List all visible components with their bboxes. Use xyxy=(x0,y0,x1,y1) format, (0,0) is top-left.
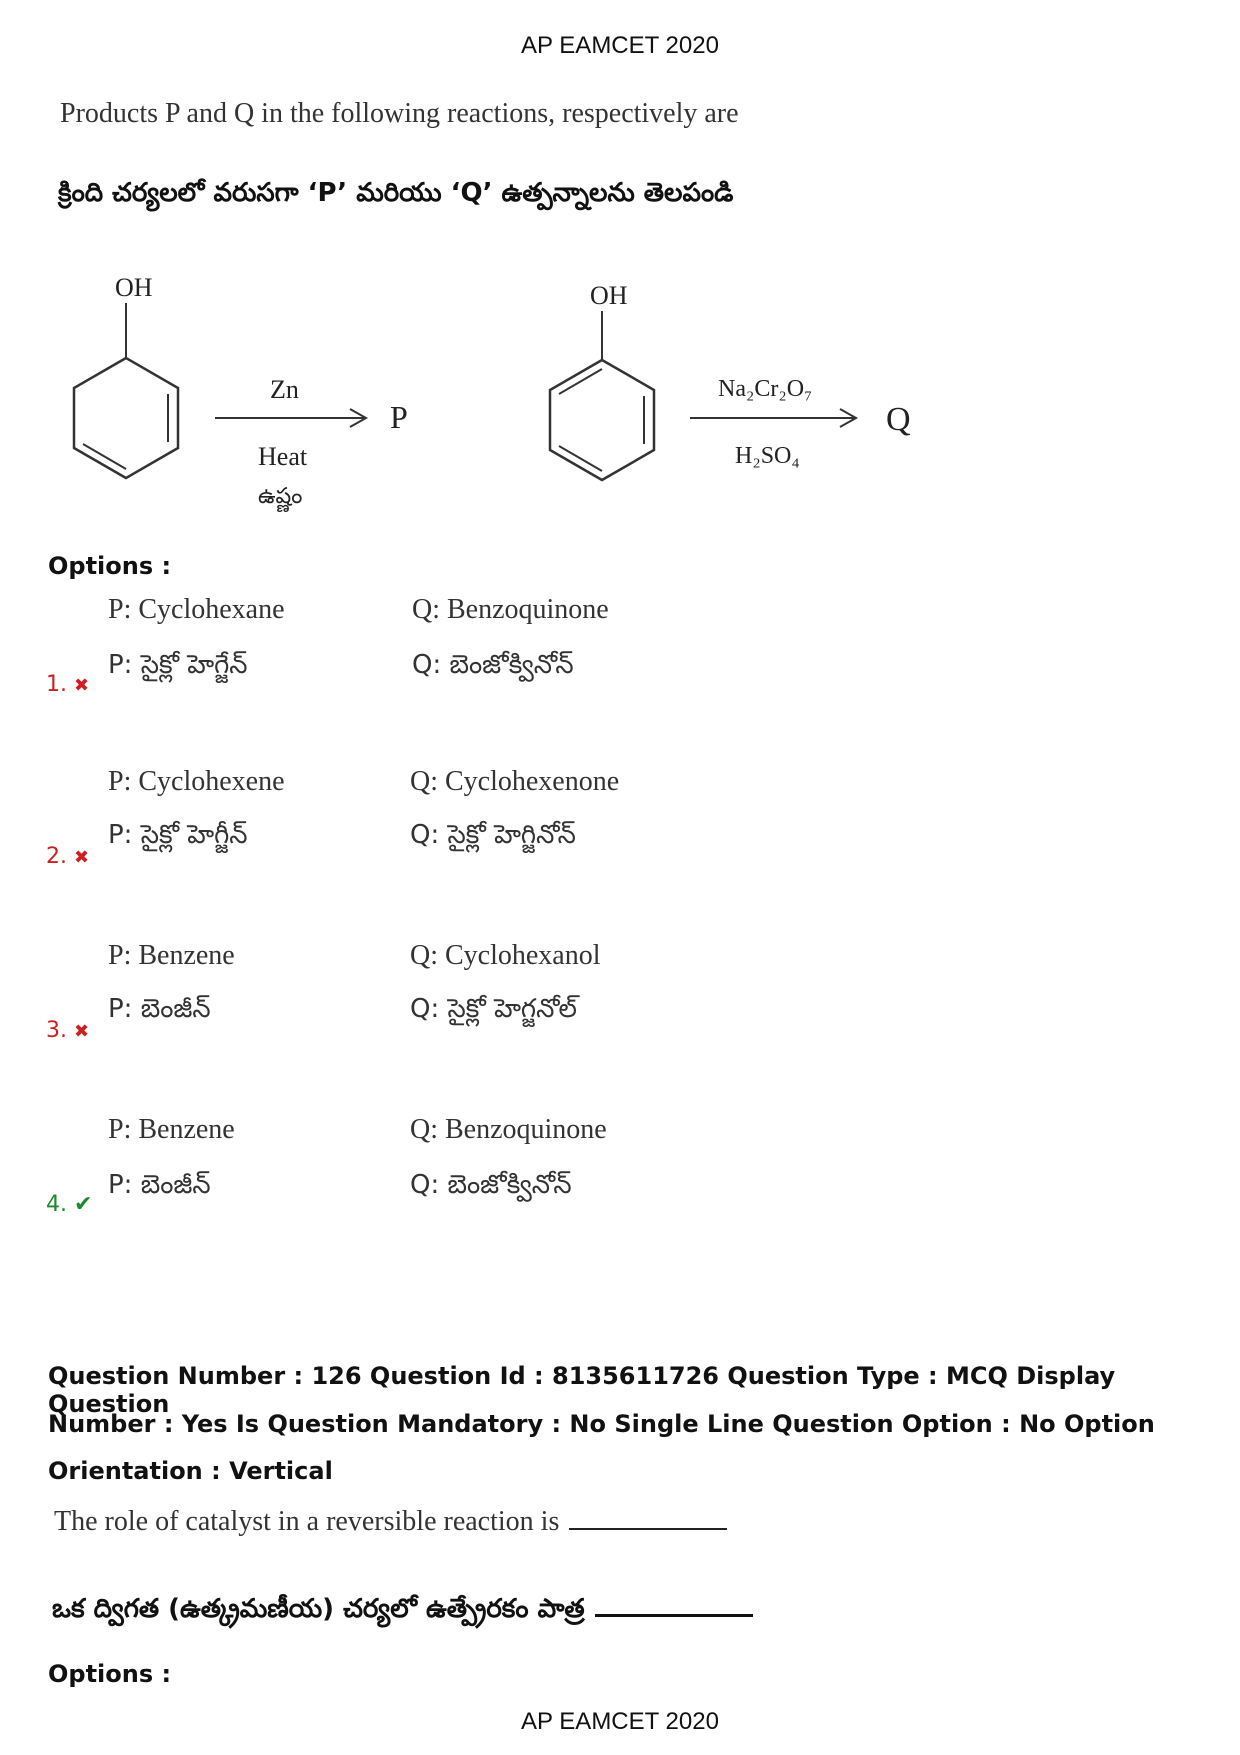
reaction-scheme xyxy=(0,270,1240,530)
condition-h2so4: H₂SO₄ xyxy=(735,443,800,469)
option-1-number[interactable] xyxy=(46,672,89,697)
answer-blank-telugu xyxy=(595,1588,753,1617)
option-3-q-english: Q: Cyclohexanol xyxy=(410,940,601,971)
option-3-number[interactable] xyxy=(46,1018,89,1043)
reagent-dichromate: Na₂Cr₂O₇ xyxy=(718,376,813,402)
question-text-english: Products P and Q in the following reactions, respectively are xyxy=(60,98,739,129)
question-126-text: The role of catalyst in a reversible reaction is xyxy=(54,1506,560,1537)
option-1-q-english: Q: Benzoquinone xyxy=(412,594,609,625)
option-4-number[interactable] xyxy=(46,1192,92,1217)
option-4-q-english: Q: Benzoquinone xyxy=(410,1114,607,1145)
options-label-125: Options : xyxy=(48,552,172,580)
option-2-p-english: P: Cyclohexene xyxy=(108,766,285,797)
question-meta-line-2: Number : Yes Is Question Mandatory : No Single Line Question Option : No Option xyxy=(48,1410,1155,1438)
wrong-icon: ✖ xyxy=(74,847,90,868)
option-number-text: 3. xyxy=(46,1018,67,1043)
phenol-structure-1 xyxy=(74,273,178,478)
option-4-q-telugu: Q: బెంజోక్వినోన్ xyxy=(410,1170,572,1200)
options-label-126: Options : xyxy=(48,1660,172,1688)
condition-heat-telugu: ఉష్ణం xyxy=(258,483,303,508)
condition-heat: Heat xyxy=(258,442,308,471)
question-126-text-english xyxy=(54,1502,727,1538)
page-footer: AP EAMCET 2020 xyxy=(521,1708,719,1735)
page-header: AP EAMCET 2020 xyxy=(521,32,719,59)
question-meta-line-3: Orientation : Vertical xyxy=(48,1457,333,1485)
option-2-number[interactable] xyxy=(46,844,89,869)
option-number-text: 4. xyxy=(46,1192,67,1217)
option-2-q-telugu: Q: సైక్లో హెగ్జినోన్ xyxy=(410,820,576,850)
question-126-text-telugu xyxy=(52,1588,753,1630)
wrong-icon: ✖ xyxy=(74,1021,90,1042)
option-4-p-english: P: Benzene xyxy=(108,1114,235,1145)
reagent-zn: Zn xyxy=(270,375,299,404)
answer-blank xyxy=(569,1502,727,1530)
option-number-text: 1. xyxy=(46,672,67,697)
question-126-telugu-text: ఒక ద్విగత (ఉత్క్రమణీయ) చర్యలో ఉత్ప్రేరకం పాత్ర xyxy=(52,1594,585,1624)
question-text-telugu: క్రింది చర్యలలో వరుసగా ‘P’ మరియు ‘Q’ ఉత్పన్నాలను తెలపండి xyxy=(58,178,734,208)
product-q: Q xyxy=(886,401,911,438)
oh-label-2: OH xyxy=(590,281,628,310)
option-1-p-telugu: P: సైక్లో హెగ్జేన్ xyxy=(108,650,248,680)
option-2-q-english: Q: Cyclohexenone xyxy=(410,766,620,797)
option-number-text: 2. xyxy=(46,844,67,869)
option-3-q-telugu: Q: సైక్లో హెగ్జనోల్ xyxy=(410,994,577,1024)
question-meta-line-1: Question Number : 126 Question Id : 8135611726 Question Type : MCQ Display Question xyxy=(48,1362,1116,1418)
option-2-p-telugu: P: సైక్లో హెగ్జీన్ xyxy=(108,820,248,850)
option-1-p-english: P: Cyclohexane xyxy=(108,594,285,625)
option-3-p-english: P: Benzene xyxy=(108,940,235,971)
option-1-q-telugu: Q: బెంజోక్వినోన్ xyxy=(412,650,574,680)
checkmark-icon: ✔ xyxy=(74,1192,93,1217)
phenol-structure-2 xyxy=(550,281,654,480)
option-3-p-telugu: P: బెంజీన్ xyxy=(108,994,211,1024)
oh-label-1: OH xyxy=(115,273,153,302)
wrong-icon: ✖ xyxy=(74,675,90,696)
option-4-p-telugu: P: బెంజీన్ xyxy=(108,1170,211,1200)
product-p: P xyxy=(390,399,408,435)
